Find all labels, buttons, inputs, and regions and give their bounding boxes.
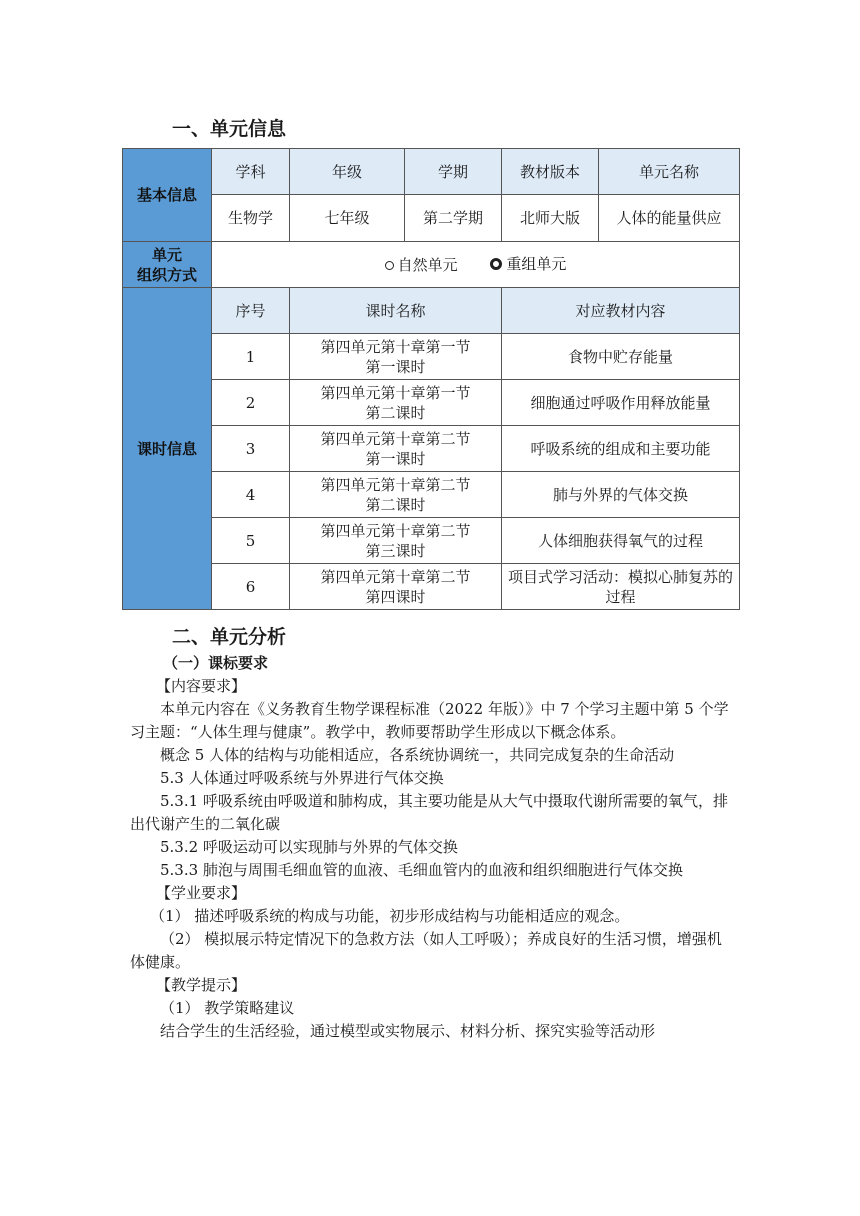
lesson-name-line1: 第四单元第十章第二节 bbox=[320, 521, 471, 540]
header-semester: 学期 bbox=[405, 149, 502, 195]
value-unit-name: 人体的能量供应 bbox=[599, 195, 740, 242]
unit-info-table bbox=[122, 148, 740, 610]
lesson-name-line1: 第四单元第十章第二节 bbox=[320, 567, 471, 586]
lesson-no: 5 bbox=[212, 518, 290, 564]
value-edition: 北师大版 bbox=[502, 195, 599, 242]
basic-info-label: 基本信息 bbox=[123, 149, 212, 242]
lesson-name-line2: 第二课时 bbox=[365, 495, 426, 514]
lesson-no: 2 bbox=[212, 380, 290, 426]
paragraph: 5.3.2 呼吸运动可以实现肺与外界的气体交换 bbox=[160, 838, 458, 856]
table-row bbox=[123, 380, 740, 426]
lesson-no: 6 bbox=[212, 564, 290, 610]
header-unit-name: 单元名称 bbox=[599, 149, 740, 195]
lesson-name-line2: 第一课时 bbox=[365, 357, 426, 376]
radio-unselected-icon bbox=[385, 261, 394, 270]
paragraph: （2） 模拟展示特定情况下的急救方法（如人工呼吸）；养成良好的生活习惯，增强机体健康。 bbox=[130, 930, 722, 971]
header-grade: 年级 bbox=[290, 149, 405, 195]
org-label bbox=[123, 242, 212, 288]
paragraph: 概念 5 人体的结构与功能相适应，各系统协调统一，共同完成复杂的生命活动 bbox=[160, 746, 675, 764]
lesson-name-line2: 第二课时 bbox=[365, 403, 426, 422]
analysis-body bbox=[130, 652, 732, 1043]
lesson-name bbox=[290, 334, 502, 380]
table-row bbox=[123, 426, 740, 472]
paragraph: （1） 教学策略建议 bbox=[160, 999, 295, 1017]
lesson-no: 1 bbox=[212, 334, 290, 380]
paragraph: 本单元内容在《义务教育生物学课程标准（2022 年版）》中 7 个学习主题中第 5 个学习主题：“人体生理与健康”。教学中，教师要帮助学生形成以下概念体系。 bbox=[130, 700, 729, 741]
radio-selected-icon bbox=[490, 258, 502, 270]
lesson-no: 4 bbox=[212, 472, 290, 518]
teaching-tips-heading: 【教学提示】 bbox=[156, 976, 247, 994]
radio-natural-unit[interactable] bbox=[385, 255, 458, 275]
value-subject: 生物学 bbox=[212, 195, 290, 242]
lesson-content: 细胞通过呼吸作用释放能量 bbox=[502, 380, 740, 426]
lesson-name-line1: 第四单元第十章第一节 bbox=[320, 337, 471, 356]
lesson-content: 项目式学习活动：模拟心肺复苏的过程 bbox=[502, 564, 740, 610]
radio-regroup-label: 重组单元 bbox=[506, 254, 567, 273]
section-title-unit-info: 一、单元信息 bbox=[172, 118, 287, 140]
table-row bbox=[123, 334, 740, 380]
header-no: 序号 bbox=[212, 288, 290, 334]
lesson-content: 呼吸系统的组成和主要功能 bbox=[502, 426, 740, 472]
lesson-name bbox=[290, 426, 502, 472]
lesson-no: 3 bbox=[212, 426, 290, 472]
table-row bbox=[123, 564, 740, 610]
lesson-info-label: 课时信息 bbox=[123, 288, 212, 610]
header-lesson-content: 对应教材内容 bbox=[502, 288, 740, 334]
paragraph: 结合学生的生活经验，通过模型或实物展示、材料分析、探究实验等活动形 bbox=[160, 1022, 656, 1040]
lesson-content: 食物中贮存能量 bbox=[502, 334, 740, 380]
subsection-title: （一）课标要求 bbox=[163, 654, 269, 672]
section-title-unit-analysis: 二、单元分析 bbox=[172, 626, 287, 648]
header-edition: 教材版本 bbox=[502, 149, 599, 195]
paragraph: （1） 描述呼吸系统的构成与功能，初步形成结构与功能相适应的观念。 bbox=[150, 907, 630, 925]
paragraph: 5.3.3 肺泡与周围毛细血管的血液、毛细血管内的血液和组织细胞进行气体交换 bbox=[160, 861, 683, 879]
content-requirements-heading: 【内容要求】 bbox=[156, 677, 247, 695]
lesson-name bbox=[290, 564, 502, 610]
lesson-name-line1: 第四单元第十章第二节 bbox=[320, 475, 471, 494]
radio-natural-label: 自然单元 bbox=[397, 256, 458, 275]
paragraph: 5.3.1 呼吸系统由呼吸道和肺构成，其主要功能是从大气中摄取代谢所需要的氧气，排出代谢产生的二氧化碳 bbox=[130, 792, 728, 833]
lesson-name bbox=[290, 518, 502, 564]
paragraph: 5.3 人体通过呼吸系统与外界进行气体交换 bbox=[160, 769, 444, 787]
org-label-line2: 组织方式 bbox=[136, 265, 197, 284]
org-label-line1: 单元 bbox=[151, 245, 182, 264]
academic-requirements-heading: 【学业要求】 bbox=[156, 884, 247, 902]
table-row bbox=[123, 518, 740, 564]
lesson-content: 人体细胞获得氧气的过程 bbox=[502, 518, 740, 564]
header-lesson-name: 课时名称 bbox=[290, 288, 502, 334]
value-grade: 七年级 bbox=[290, 195, 405, 242]
header-subject: 学科 bbox=[212, 149, 290, 195]
lesson-name bbox=[290, 472, 502, 518]
radio-regroup-unit[interactable] bbox=[490, 254, 566, 274]
lesson-name-line1: 第四单元第十章第二节 bbox=[320, 429, 471, 448]
value-semester: 第二学期 bbox=[405, 195, 502, 242]
lesson-name-line2: 第一课时 bbox=[365, 449, 426, 468]
lesson-name-line2: 第三课时 bbox=[365, 541, 426, 560]
lesson-name-line2: 第四课时 bbox=[365, 587, 426, 606]
table-row bbox=[123, 472, 740, 518]
lesson-name-line1: 第四单元第十章第一节 bbox=[320, 383, 471, 402]
lesson-content: 肺与外界的气体交换 bbox=[502, 472, 740, 518]
org-options bbox=[212, 242, 740, 288]
lesson-name bbox=[290, 380, 502, 426]
